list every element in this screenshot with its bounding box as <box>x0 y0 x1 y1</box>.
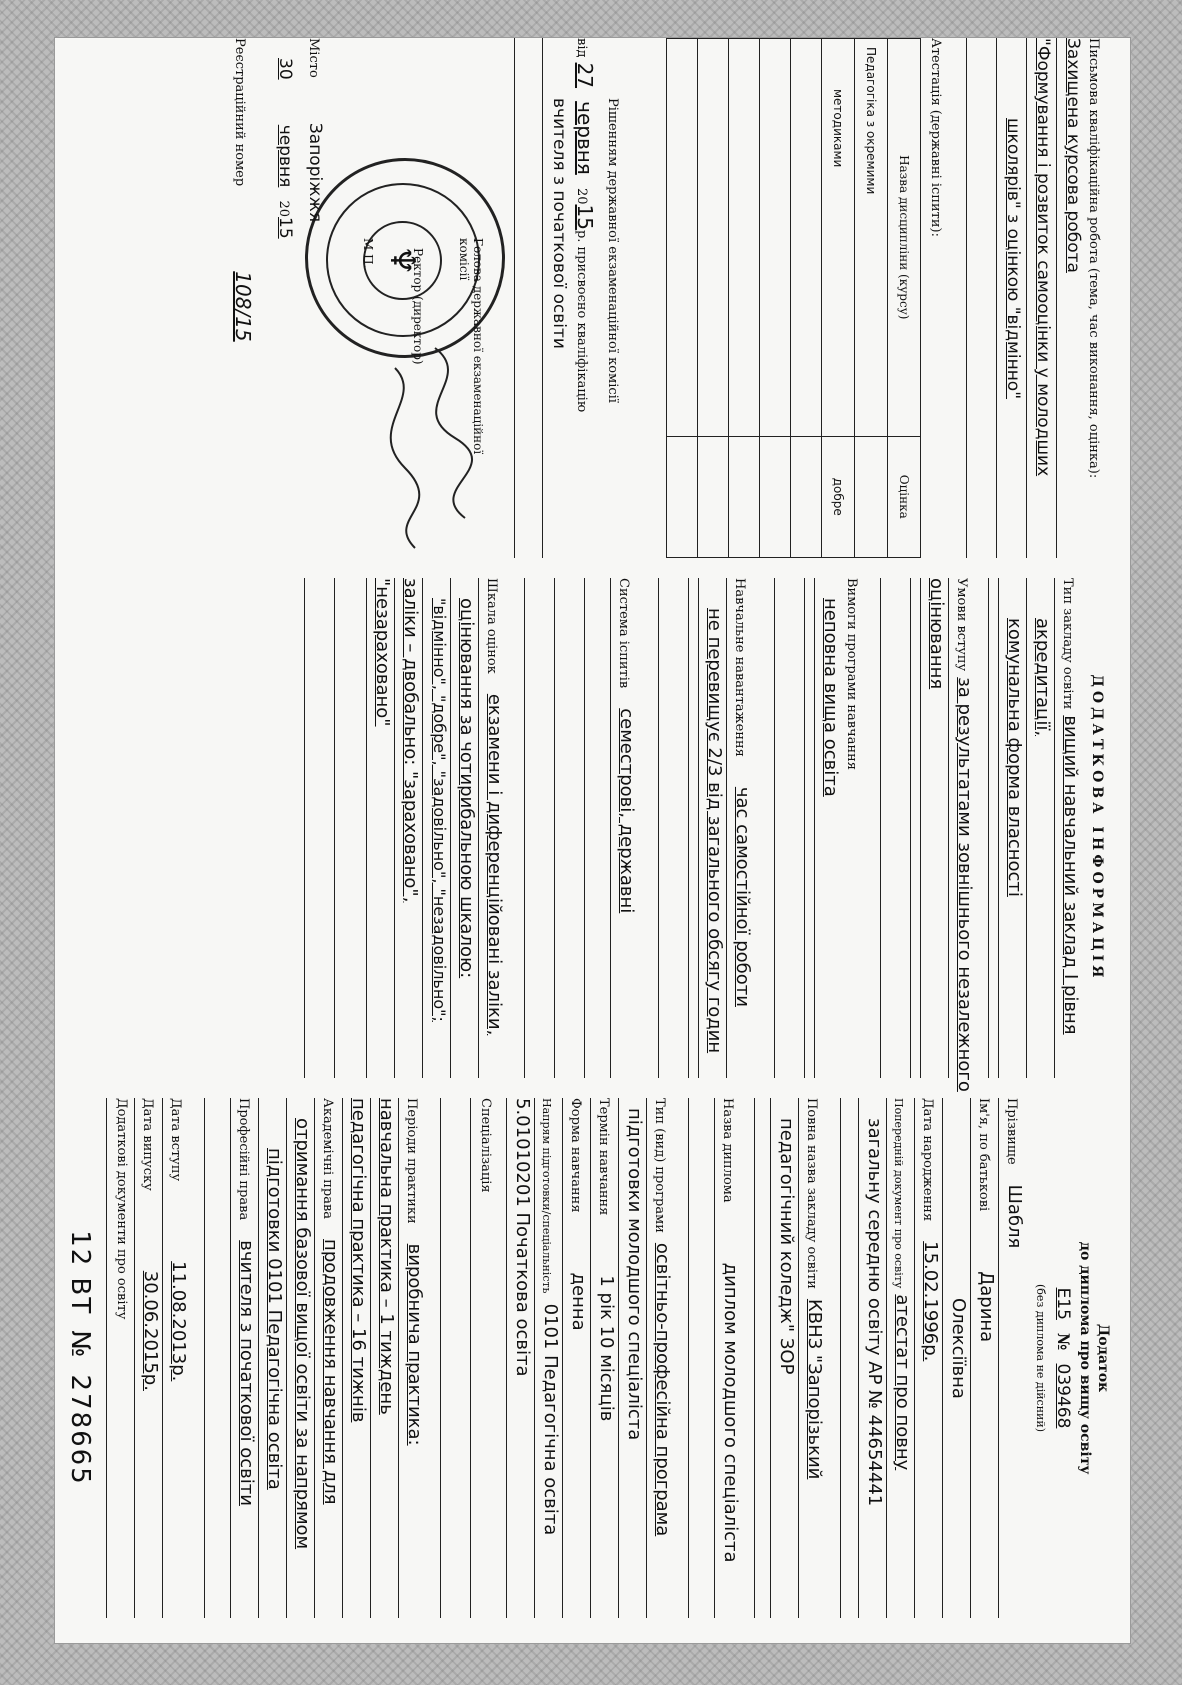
duration-label: Термін навчання <box>596 1098 611 1216</box>
type-value-3: комунальна форма власності <box>1004 618 1025 897</box>
annex-subtitle: до диплома про вищу освіту <box>1077 1241 1093 1475</box>
header-grade: Оцінка <box>888 436 921 557</box>
grading-value-4: заліки – двобально: "зараховано", <box>400 578 421 903</box>
grading-value-5: "незараховано" <box>372 578 393 727</box>
academic-value-2: отримання базової вищої освіти за напрямом <box>292 1118 313 1550</box>
professional-label: Професійні права <box>236 1098 251 1221</box>
grading-label: Шкала оцінок <box>484 578 499 674</box>
patronymic-value: Олексіївна <box>948 1298 969 1399</box>
header-subject: Назва дисципліни (курсу) <box>888 39 921 437</box>
signature <box>355 338 495 558</box>
entry-value-2: оцінювання <box>926 578 947 690</box>
grading-value-1: екзамени і диференційовані заліки, <box>484 693 505 1036</box>
reg-line <box>231 38 255 558</box>
middle-column <box>55 578 1125 1092</box>
prev-doc-label: Попередній документ про освіту <box>892 1098 905 1289</box>
form-value: денна <box>568 1272 589 1331</box>
subject-line-2: методиками <box>822 39 855 437</box>
surname-value: Шабля <box>1004 1184 1025 1249</box>
institution-value-2: педагогічний коледж" ЗОР <box>776 1118 797 1375</box>
direction-value-2: 5.01010201 Початкова освіта <box>512 1098 533 1377</box>
duration-value: 1 рік 10 місяців <box>596 1275 617 1422</box>
practice-value-3: педагогічна практика – 16 тижнів <box>348 1098 369 1423</box>
decision-year-suffix: р. присвоєно кваліфікацію <box>574 229 589 413</box>
grading-value-2: оцінювання за чотирибальною шкалою: <box>456 598 477 979</box>
serial-prefix: 12 ВТ <box>65 1230 95 1316</box>
diploma-number: 039468 <box>1053 1363 1073 1429</box>
diploma-name-value: диплом молодшого спеціаліста <box>720 1262 741 1563</box>
institution-label: Повна назва закладу освіти <box>804 1098 819 1289</box>
entry-label: Умови вступу <box>954 578 969 672</box>
decision-date-line <box>573 38 597 558</box>
table-row <box>855 39 888 558</box>
additional-info-title: ДОДАТКОВА ІНФОРМАЦІЯ <box>1089 674 1105 982</box>
head-label: Голова державної екзаменаційної комісії <box>457 238 485 455</box>
attestation-header <box>888 39 921 558</box>
annex-title: Додаток <box>1095 1323 1111 1393</box>
type-value-1: вищий навчальний заклад I рівня <box>1060 715 1081 1035</box>
qualification-value: вчителя з початкової освіти <box>549 98 569 349</box>
workload-label: Навчальне навантаження <box>732 578 747 757</box>
practice-value-2: навчальна практика – 1 тиждень <box>376 1098 397 1415</box>
table-row <box>822 39 855 558</box>
attestation-label: Атестація (державні іспити): <box>928 38 943 237</box>
form-label: Форма навчання <box>568 1098 583 1213</box>
program-type-label: Тип (вид) програми <box>652 1098 667 1233</box>
prev-doc-value-1: атестат про повну <box>892 1294 913 1471</box>
decision-month: червня <box>573 101 597 175</box>
mp-label: М.П. <box>361 238 375 269</box>
specialization-label: Спеціалізація <box>478 1098 493 1193</box>
issue-year: 15 <box>275 217 295 239</box>
decision-from: від <box>574 38 589 58</box>
subject-grade: добре <box>822 436 855 557</box>
testing-value: семестрові, державні <box>616 708 637 914</box>
name-value: Дарина <box>976 1271 997 1343</box>
validity-note: (без диплома не дійсний) <box>1034 1284 1047 1432</box>
right-column <box>55 1098 1125 1618</box>
trident-icon: ♆ <box>363 221 442 300</box>
left-column <box>55 38 1125 558</box>
reg-value: 108/15 <box>231 271 255 342</box>
decision-year-prefix: 20 <box>574 187 589 205</box>
serial-no-label: № <box>65 1330 95 1360</box>
diploma-no-label: № <box>1054 1333 1073 1351</box>
decision-year: 15 <box>573 204 597 230</box>
issue-date-line <box>275 58 295 558</box>
name-label: Ім'я, по батькові <box>976 1098 991 1212</box>
workload-value-1: час самостійної роботи <box>732 786 753 1007</box>
decision-line-1: Рішенням державної екзаменаційної комісії <box>605 98 620 403</box>
place-line <box>305 38 325 558</box>
diploma-name-label: Назва диплома <box>720 1098 735 1203</box>
practice-label: Періоди практики <box>404 1098 419 1224</box>
place-value: Запоріжжя <box>305 122 325 223</box>
birth-label: Дата народження <box>920 1098 935 1222</box>
entry-date-label: Дата вступу <box>168 1098 183 1182</box>
rotated-page <box>55 38 1125 1638</box>
program-req-value: неповна вища освіта <box>820 598 841 797</box>
serial-number: 278665 <box>65 1374 95 1486</box>
issue-year-prefix: 20 <box>276 200 291 218</box>
entry-date-value: 11.08.2013р. <box>168 1261 189 1382</box>
serial-number-line <box>65 1098 95 1618</box>
academic-label: Академічні права <box>320 1098 335 1220</box>
diploma-series: Е15 <box>1053 1287 1073 1320</box>
grad-date-label: Дата випуску <box>140 1098 155 1191</box>
academic-value-1: продовження навчання для <box>320 1239 341 1505</box>
type-label: Тип закладу освіти <box>1060 578 1075 710</box>
diploma-number-line <box>1053 1098 1073 1618</box>
attestation-table <box>666 38 921 558</box>
workload-value-2: не перевищує 2/3 від загального обсягу годин <box>704 608 725 1054</box>
direction-value-1: 0101 Педагогічна освіта <box>540 1303 561 1536</box>
practice-value-1: виробнича практика: <box>404 1243 425 1446</box>
rector-label: Ректор (директор) <box>411 248 425 365</box>
grad-date-value: 30.06.2015р. <box>140 1270 161 1391</box>
written-work-value-3: школярів" з оцінкою "відмінно" <box>1003 118 1023 400</box>
surname-label: Прізвище <box>1004 1098 1019 1165</box>
place-label: Місто <box>306 38 321 78</box>
professional-value: вчителя з початкової освіти <box>236 1240 257 1506</box>
program-req-label: Вимоги програми навчання <box>844 578 859 770</box>
reg-label: Реєстраційний номер <box>232 38 247 187</box>
written-work-label: Письмова кваліфікаційна робота (тема, час виконання, оцінка): <box>1086 38 1101 479</box>
grading-value-3: "відмінно", "добре", "задовільно", "незадовільно"; <box>430 598 449 1022</box>
written-work-value-2: "Формування і розвиток самооцінки у молодших <box>1033 38 1053 477</box>
prev-doc-value-2: загальну середню освіту АР № 44654441 <box>864 1118 885 1507</box>
written-work-value-1: Захищена курсова робота <box>1063 38 1083 273</box>
type-value-2: акредитації, <box>1032 618 1053 737</box>
subject-line-1: Педагогіка з окремими <box>855 39 888 437</box>
document-sheet <box>55 38 1130 1643</box>
academic-value-3: підготовки 0101 Педагогічна освіта <box>264 1148 285 1490</box>
birth-value: 15.02.1996р. <box>920 1241 941 1362</box>
entry-value-1: за результатами зовнішнього незалежного <box>954 677 975 1092</box>
program-type-value-2: підготовки молодшого спеціаліста <box>624 1108 645 1441</box>
issue-day: 30 <box>275 58 295 80</box>
testing-label: Система іспитів <box>616 578 631 689</box>
institution-value-1: КВНЗ "Запорізький <box>804 1298 825 1480</box>
direction-label: Напрям підготовки/спеціальність <box>540 1098 553 1294</box>
extra-docs-label: Додаткові документи про освіту <box>114 1098 129 1320</box>
issue-month: червня <box>275 124 295 188</box>
decision-day: 27 <box>573 62 597 89</box>
program-type-value-1: освітньо-професійна програма <box>652 1242 673 1537</box>
